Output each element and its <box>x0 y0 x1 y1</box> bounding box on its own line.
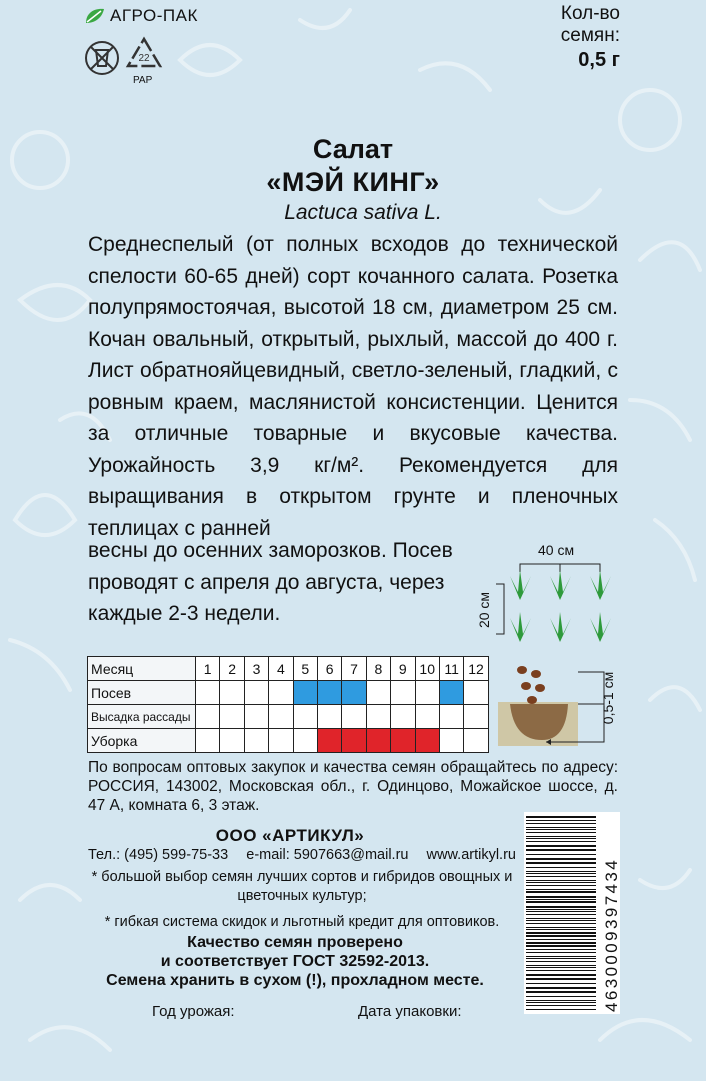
barcode-bar <box>526 899 596 900</box>
latin-name: Lactuca sativa L. <box>284 201 442 224</box>
month-cell: 7 <box>342 657 366 681</box>
calendar-cell <box>391 729 415 753</box>
barcode-bar <box>526 974 596 976</box>
calendar-cell <box>220 681 244 705</box>
barcode-bar <box>526 952 596 953</box>
row-spacing-label: 40 см <box>538 542 575 558</box>
barcode-bar <box>526 949 596 950</box>
website: www.artikyl.ru <box>426 847 516 863</box>
depth-label: 0,5-1 см <box>600 671 617 725</box>
barcode-bar <box>526 932 596 934</box>
month-cell: 3 <box>244 657 268 681</box>
seedling-icons <box>505 568 620 648</box>
calendar-cell <box>464 729 488 753</box>
calendar-cell <box>317 681 341 705</box>
barcode-bar <box>526 880 596 881</box>
barcode-bar <box>526 816 596 818</box>
barcode-bar <box>526 927 596 928</box>
barcode-bar <box>526 1002 596 1003</box>
barcode-bar <box>526 849 596 851</box>
month-cell: 8 <box>366 657 390 681</box>
barcode-bar <box>526 889 596 890</box>
soil-seed-illustration <box>496 660 606 750</box>
calendar-cell <box>464 705 488 729</box>
barcode-bar <box>526 918 596 919</box>
month-cell: 9 <box>391 657 415 681</box>
product-name: Салат <box>312 134 394 164</box>
barcode-bar <box>526 841 596 842</box>
barcode <box>524 812 620 1014</box>
benefit-item: * большой выбор семян лучших сортов и гибридов овощных и цветочных культур; <box>91 869 513 904</box>
calendar-cell <box>220 729 244 753</box>
quantity-value: 0,5 г <box>578 49 620 71</box>
calendar-cell <box>196 705 220 729</box>
calendar-cell <box>342 729 366 753</box>
barcode-bar <box>526 942 596 944</box>
barcode-bar <box>526 891 596 893</box>
calendar-row-transplant <box>88 705 489 729</box>
calendar-cell <box>366 729 390 753</box>
benefits-list <box>88 868 516 932</box>
barcode-bar <box>526 965 596 966</box>
barcode-bar <box>526 838 596 839</box>
barcode-bar <box>526 882 596 883</box>
company-name: ООО «АРТИКУЛ» <box>215 826 365 845</box>
calendar-row-harvest <box>88 729 489 753</box>
barcode-bar <box>526 987 596 989</box>
calendar-cell <box>342 705 366 729</box>
quantity-label-1: Кол-во <box>560 3 620 24</box>
calendar-cell <box>269 681 293 705</box>
barcode-bar <box>526 829 596 830</box>
product-description-tail: весны до осенних заморозков. Посев проводят с апреля до августа, через каждые 2-3 недели. <box>88 539 453 625</box>
barcode-bar <box>526 929 596 930</box>
month-cell: 1 <box>196 657 220 681</box>
calendar-cell <box>293 681 317 705</box>
product-variety: «МЭЙ КИНГ» <box>266 167 440 197</box>
calendar-cell <box>366 705 390 729</box>
wholesale-contact-text: По вопросам оптовых закупок и качества семян обращайтесь по адресу: РОССИЯ, 143002, Московская обл., г. Одинцово, Можайское шоссе, д. 47 А, комната 6, 3 этаж. <box>88 759 618 814</box>
calendar-cell <box>196 729 220 753</box>
seed-quantity <box>561 3 620 71</box>
calendar-cell <box>366 681 390 705</box>
product-description: Среднеспелый (от полных всходов до технической спелости 60-65 дней) сорт кочанного салата. Розетка полупрямостоячая, высотой 18 см, диаметром 25 см. Кочан овальный, открытый, рыхлый, массой до 400 г. Лист обратнояйцевидный, светло-зеленый, гладкий, с ровным краем, маслянистой консистенции. Ценится за отличные товарные и вкусовые качества. Урожайность 3,9 кг/м². Рекомендуется для выращивания в открытом грунте и пленочных теплицах с ранней <box>88 233 618 540</box>
brand-name: АГРО-ПАК <box>110 6 198 25</box>
barcode-bar <box>526 1009 596 1010</box>
contacts-row <box>88 847 516 863</box>
no-glass-food-icon <box>84 40 120 76</box>
row-label: Посев <box>88 681 196 705</box>
calendar-cell <box>317 729 341 753</box>
barcode-bar <box>526 956 596 957</box>
benefit-item: * гибкая система скидок и льготный кредит для оптовиков. <box>104 914 500 930</box>
leaf-icon <box>84 7 106 25</box>
month-cell: 2 <box>220 657 244 681</box>
barcode-bar <box>526 958 596 959</box>
quantity-label-2: семян: <box>560 25 620 46</box>
calendar-cell <box>244 681 268 705</box>
calendar-cell <box>293 729 317 753</box>
barcode-bar <box>526 832 596 833</box>
brand-logo <box>84 6 198 26</box>
plant-spacing-label: 20 см <box>476 591 493 629</box>
row-label: Уборка <box>88 729 196 753</box>
barcode-bar <box>526 1005 596 1006</box>
planting-scheme <box>470 540 620 650</box>
calendar-cell <box>439 705 463 729</box>
pack-date-label: Дата упаковки: <box>358 1003 462 1020</box>
barcode-bar <box>526 967 596 968</box>
quality-statement <box>0 933 590 990</box>
calendar-cell <box>269 729 293 753</box>
email: e-mail: 5907663@mail.ru <box>246 847 409 863</box>
phone: Тел.: (495) 599-75-33 <box>88 847 229 863</box>
barcode-bar <box>526 935 596 937</box>
calendar-cell <box>220 705 244 729</box>
barcode-bar <box>526 911 596 912</box>
barcode-bar <box>526 970 596 971</box>
quality-line: и соответствует ГОСТ 32592-2013. <box>160 953 430 970</box>
barcode-bar <box>526 923 596 924</box>
barcode-bar <box>526 862 596 864</box>
calendar-cell <box>415 681 439 705</box>
barcode-bar <box>526 991 596 993</box>
barcode-bar <box>526 920 596 921</box>
quality-line: Качество семян проверено <box>187 934 403 951</box>
calendar-cell <box>464 681 488 705</box>
calendar-row-sowing <box>88 681 489 705</box>
calendar-header-row <box>88 657 489 681</box>
month-cell: 4 <box>269 657 293 681</box>
month-cell: 11 <box>439 657 463 681</box>
calendar-cell <box>439 729 463 753</box>
barcode-bar <box>526 1000 596 1001</box>
barcode-bar <box>526 820 596 821</box>
barcode-bar <box>526 827 596 828</box>
row-label: Высадка рассады <box>88 705 196 729</box>
barcode-bar <box>526 885 596 886</box>
quality-line: Семена хранить в сухом (!), прохладном месте. <box>106 972 484 989</box>
calendar-cell <box>244 705 268 729</box>
barcode-bar <box>526 845 596 847</box>
barcode-bar <box>526 823 596 824</box>
month-cell: 6 <box>317 657 341 681</box>
calendar-cell <box>244 729 268 753</box>
month-cell: 10 <box>415 657 439 681</box>
barcode-bar <box>526 961 596 962</box>
barcode-bar <box>526 945 596 947</box>
calendar-cell <box>342 681 366 705</box>
calendar-cell <box>439 681 463 705</box>
calendar-cell <box>196 681 220 705</box>
barcode-bar <box>526 867 596 868</box>
calendar-cell <box>391 705 415 729</box>
sowing-calendar <box>87 656 489 753</box>
barcode-bar <box>526 914 596 915</box>
harvest-year-label: Год урожая: <box>152 1003 235 1020</box>
barcode-bar <box>526 896 596 898</box>
recycle-icon <box>124 36 164 72</box>
barcode-bar <box>526 836 596 837</box>
calendar-cell <box>269 705 293 729</box>
recycle-label: PAP <box>133 75 153 86</box>
barcode-bar <box>526 901 596 903</box>
month-cell: 5 <box>293 657 317 681</box>
calendar-cell <box>415 705 439 729</box>
calendar-cell <box>391 681 415 705</box>
barcode-bar <box>526 939 596 940</box>
barcode-bar <box>526 996 596 997</box>
month-header: Месяц <box>88 657 196 681</box>
barcode-bar <box>526 873 596 874</box>
month-cell: 12 <box>464 657 488 681</box>
calendar-cell <box>415 729 439 753</box>
calendar-cell <box>293 705 317 729</box>
barcode-bar <box>526 906 596 908</box>
barcode-bar <box>526 871 596 872</box>
barcode-bar <box>526 854 596 855</box>
barcode-bar <box>526 983 596 984</box>
recycle-code: 22 <box>138 53 150 64</box>
calendar-cell <box>317 705 341 729</box>
barcode-bar <box>526 876 596 877</box>
barcode-digits: 4630009397434 <box>602 857 621 1012</box>
barcode-bar <box>526 978 596 980</box>
seed-depth-diagram <box>496 660 626 750</box>
barcode-bar <box>526 858 596 860</box>
barcode-bar <box>526 909 596 910</box>
